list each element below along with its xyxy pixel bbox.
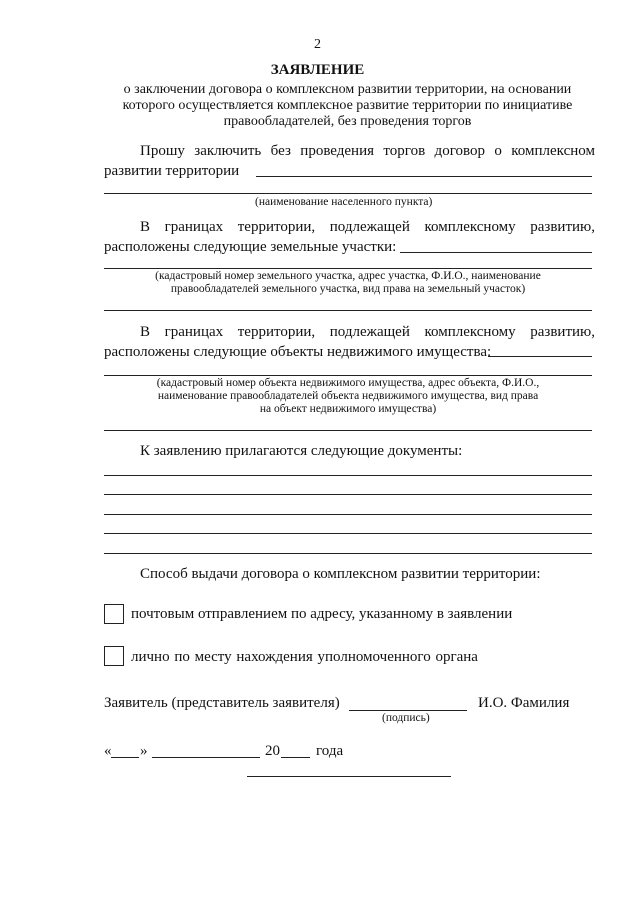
request-line-2: развитии территории xyxy=(104,163,240,179)
in-person-checkbox[interactable] xyxy=(104,646,124,666)
date-month-field[interactable] xyxy=(152,757,260,758)
settlement-name-field-2[interactable] xyxy=(104,193,592,194)
in-person-option-label: лично по месту нахождения уполномоченного органа xyxy=(131,649,478,665)
signature-hint: (подпись) xyxy=(382,712,430,724)
settlement-name-field[interactable] xyxy=(256,176,592,177)
land-line-2: расположены следующие земельные участки: xyxy=(104,239,397,255)
applicant-label: Заявитель (представитель заявителя) xyxy=(104,695,340,711)
mail-checkbox[interactable] xyxy=(104,604,124,624)
delivery-label: Способ выдачи договора о комплексном развитии территории: xyxy=(140,566,541,582)
land-hint-line: (кадастровый номер земельного участка, адрес участка, Ф.И.О., наименование xyxy=(155,270,541,282)
applicant-name: И.О. Фамилия xyxy=(478,695,570,711)
realty-hint-line: (кадастровый номер объекта недвижимого имущества, адрес объекта, Ф.И.О., xyxy=(156,377,540,389)
land-hint-line: правообладателей земельного участка, вид права на земельный участок) xyxy=(170,283,526,295)
date-year-field[interactable] xyxy=(281,757,310,758)
date-year-suffix: года xyxy=(316,743,344,759)
date-close-quote: » xyxy=(140,743,148,759)
mail-option-label: почтовым отправлением по адресу, указанному в заявлении xyxy=(131,606,513,622)
realty-line-1: В границах территории, подлежащей комплексному развитию, xyxy=(140,324,595,340)
date-open-quote: « xyxy=(104,743,112,759)
realty-hint xyxy=(104,377,592,416)
documents-field[interactable] xyxy=(104,514,592,515)
land-hint xyxy=(104,270,592,296)
date-day-field[interactable] xyxy=(111,757,139,758)
document-title: ЗАЯВЛЕНИЕ xyxy=(270,62,365,78)
request-line-1: Прошу заключить без проведения торгов договор о комплексном xyxy=(140,143,595,159)
realty-field-2[interactable] xyxy=(104,375,592,376)
subtitle-line: о заключении договора о комплексном развитии территории, на основании xyxy=(123,82,572,97)
realty-line-2: расположены следующие объекты недвижимого имущества: xyxy=(104,344,492,360)
date-year-prefix: 20 xyxy=(265,743,280,759)
documents-field[interactable] xyxy=(104,494,592,495)
settlement-hint: (наименование населенного пункта) xyxy=(255,196,433,208)
signature-field[interactable] xyxy=(349,710,467,711)
documents-field[interactable] xyxy=(104,533,592,534)
documents-field[interactable] xyxy=(104,553,592,554)
page-number: 2 xyxy=(314,37,321,52)
subtitle-line: которого осуществляется комплексное развитие территории по инициативе xyxy=(122,98,573,113)
land-plots-field-2[interactable] xyxy=(104,268,592,269)
land-line-1: В границах территории, подлежащей комплексному развитию, xyxy=(140,219,595,235)
land-plots-field[interactable] xyxy=(400,252,592,253)
realty-hint-line: на объект недвижимого имущества) xyxy=(259,403,437,415)
realty-field[interactable] xyxy=(488,356,592,357)
bottom-separator xyxy=(247,776,451,777)
realty-field-3[interactable] xyxy=(104,430,592,431)
documents-label: К заявлению прилагаются следующие документы: xyxy=(140,443,463,459)
document-subtitle xyxy=(0,82,635,130)
documents-field[interactable] xyxy=(104,475,592,476)
land-plots-field-3[interactable] xyxy=(104,310,592,311)
realty-hint-line: наименование правообладателей объекта недвижимого имущества, вид права xyxy=(157,390,539,402)
subtitle-line: правообладателей, без проведения торгов xyxy=(223,114,472,129)
